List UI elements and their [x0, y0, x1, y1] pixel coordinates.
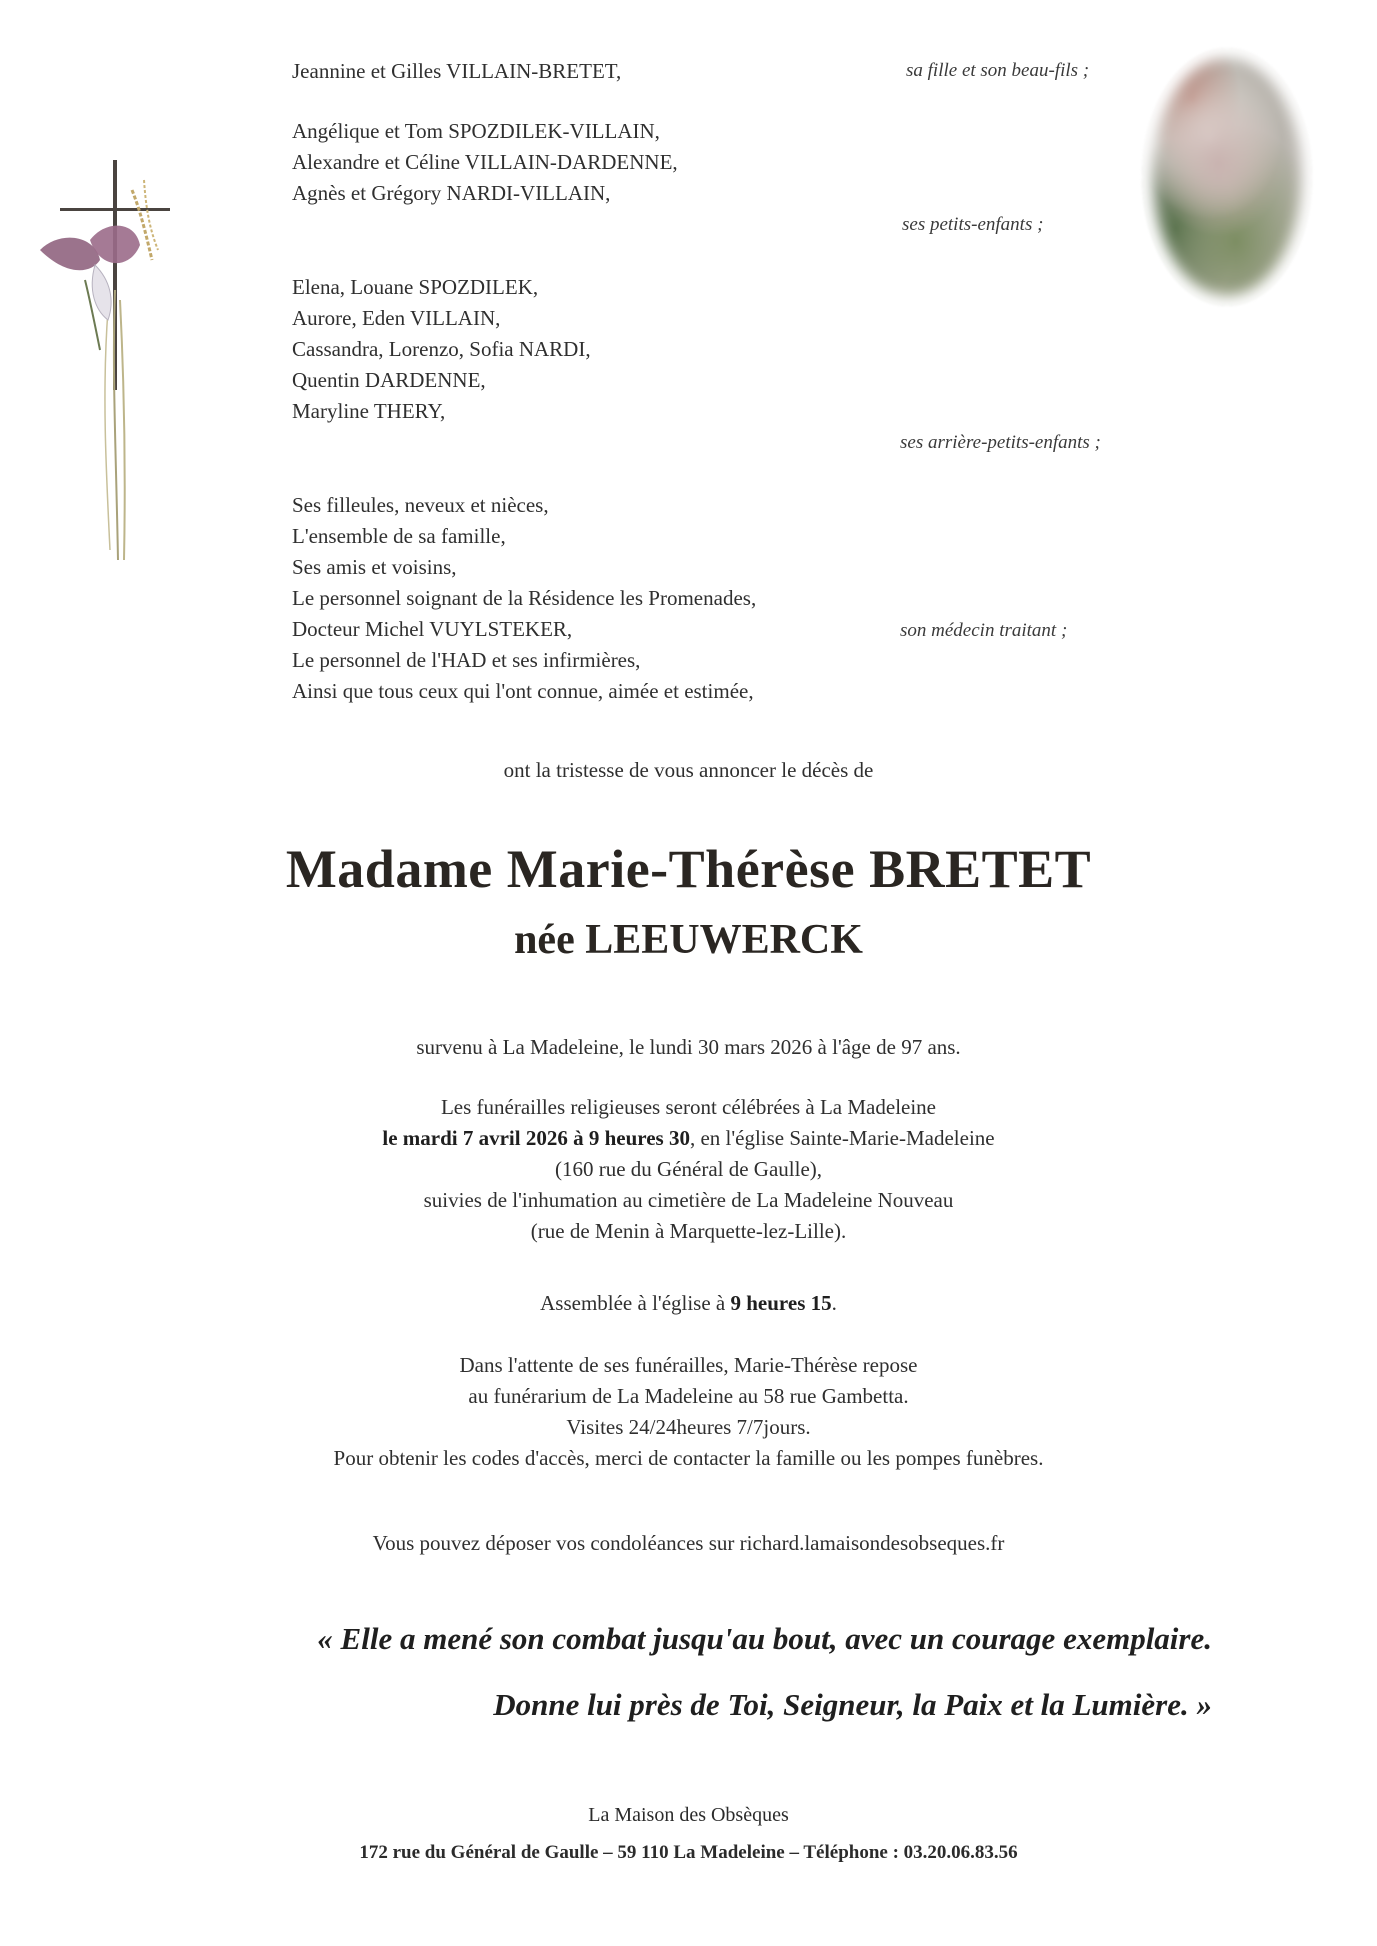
- funeral-line: (rue de Menin à Marquette-lez-Lille).: [530, 1219, 847, 1243]
- relation-great-grandchildren: ses arrière-petits-enfants ;: [900, 432, 1101, 453]
- family-line: Le personnel de l'HAD et ses infirmières,: [292, 648, 641, 672]
- relation-children: sa fille et son beau-fils ;: [906, 60, 1090, 81]
- rest-line: Pour obtenir les codes d'accès, merci de contacter la famille ou les pompes funèbres.: [333, 1446, 1044, 1470]
- memorial-quote: [0, 1606, 1212, 1738]
- family-group-children: [292, 56, 621, 87]
- family-group-great-grandchildren: [292, 272, 591, 427]
- family-line: Jeannine et Gilles VILLAIN-BRETET,: [292, 59, 622, 83]
- deceased-portrait-photo: [1142, 48, 1312, 306]
- cross-lily-decoration-icon: [40, 150, 200, 570]
- rest-line: Dans l'attente de ses funérailles, Marie-Thérèse repose: [459, 1353, 918, 1377]
- family-group-others: [292, 490, 756, 707]
- relation-grandchildren: ses petits-enfants ;: [902, 214, 1044, 235]
- funeral-line-date: [0, 1123, 1377, 1154]
- relation-doctor: son médecin traitant ;: [900, 620, 1068, 641]
- assembly-notice: [0, 1288, 1377, 1319]
- family-line: Alexandre et Céline VILLAIN-DARDENNE,: [292, 150, 678, 174]
- funeral-details: [0, 1092, 1377, 1247]
- announcement-text: ont la tristesse de vous annoncer le décès de: [503, 758, 874, 782]
- family-line: Agnès et Grégory NARDI-VILLAIN,: [292, 181, 611, 205]
- family-line: Cassandra, Lorenzo, Sofia NARDI,: [292, 337, 591, 361]
- family-line: L'ensemble de sa famille,: [292, 524, 506, 548]
- deceased-birth-name: née LEEUWERCK: [514, 917, 863, 963]
- death-notice-line: survenu à La Madeleine, le lundi 30 mars 2026 à l'âge de 97 ans.: [416, 1035, 961, 1059]
- condolences-line: Vous pouvez déposer vos condoléances sur richard.lamaisondesobseques.fr: [372, 1531, 1005, 1555]
- family-line: Maryline THERY,: [292, 399, 446, 423]
- funeral-church: , en l'église Sainte-Marie-Madeleine: [689, 1126, 995, 1150]
- family-line: Angélique et Tom SPOZDILEK-VILLAIN,: [292, 119, 660, 143]
- quote-line: Donne lui près de Toi, Seigneur, la Paix et la Lumière. »: [493, 1687, 1212, 1722]
- rest-line: Visites 24/24heures 7/7jours.: [566, 1415, 811, 1439]
- rest-line: au funérarium de La Madeleine au 58 rue Gambetta.: [468, 1384, 909, 1408]
- family-line: Quentin DARDENNE,: [292, 368, 486, 392]
- deceased-name: Madame Marie-Thérèse BRETET: [285, 839, 1092, 899]
- funeral-home-address: 172 rue du Général de Gaulle – 59 110 La Madeleine – Téléphone : 03.20.06.83.56: [359, 1842, 1018, 1863]
- death-notice: [0, 1032, 1377, 1063]
- funeral-line: Les funérailles religieuses seront célébrées à La Madeleine: [440, 1095, 937, 1119]
- rest-details: [0, 1350, 1377, 1474]
- family-group-grandchildren: [292, 116, 678, 209]
- family-line: Ses filleules, neveux et nièces,: [292, 493, 549, 517]
- assembly-end: .: [831, 1291, 837, 1315]
- family-line: Elena, Louane SPOZDILEK,: [292, 275, 539, 299]
- assembly-line: [0, 1288, 1377, 1319]
- funeral-line: (160 rue du Général de Gaulle),: [554, 1157, 823, 1181]
- condolences-notice: [0, 1528, 1377, 1559]
- family-line: Aurore, Eden VILLAIN,: [292, 306, 501, 330]
- quote-line: « Elle a mené son combat jusqu'au bout, avec un courage exemplaire.: [317, 1621, 1212, 1656]
- family-line: Docteur Michel VUYLSTEKER,: [292, 617, 573, 641]
- family-line: Ainsi que tous ceux qui l'ont connue, aimée et estimée,: [292, 679, 754, 703]
- funeral-date: le mardi 7 avril 2026 à 9 heures 30: [382, 1126, 690, 1150]
- family-line: Le personnel soignant de la Résidence les Promenades,: [292, 586, 757, 610]
- assembly-text: Assemblée à l'église à: [540, 1291, 731, 1315]
- funeral-home-name: La Maison des Obsèques: [588, 1804, 789, 1826]
- funeral-line: suivies de l'inhumation au cimetière de La Madeleine Nouveau: [423, 1188, 954, 1212]
- family-line: Ses amis et voisins,: [292, 555, 457, 579]
- assembly-time: 9 heures 15: [730, 1291, 832, 1315]
